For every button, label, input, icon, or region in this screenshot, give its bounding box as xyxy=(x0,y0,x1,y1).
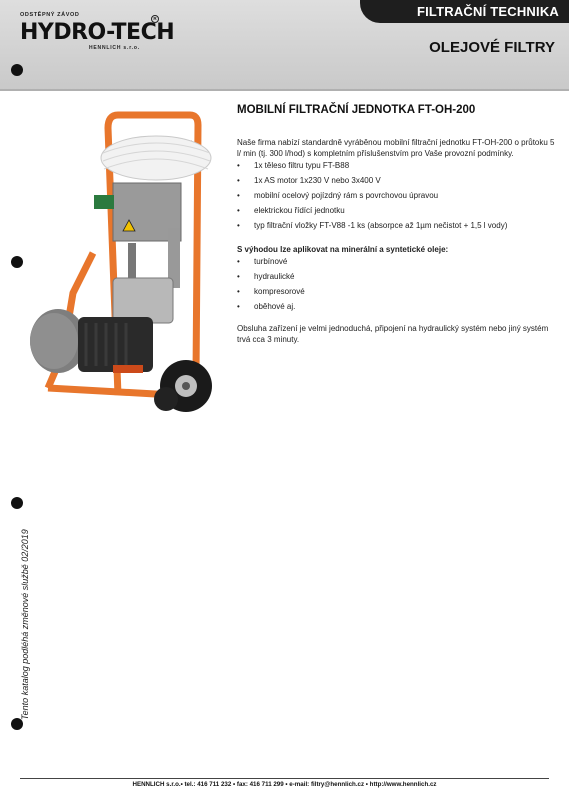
section-title: OLEJOVÉ FILTRY xyxy=(429,39,555,56)
product-title: MOBILNÍ FILTRAČNÍ JEDNOTKA FT-OH-200 xyxy=(237,104,476,116)
company-logo: HYDRO-TECH xyxy=(20,20,175,45)
oil-list xyxy=(237,256,555,312)
list-item: • oběhové aj. xyxy=(237,301,555,312)
category-tab-label: FILTRAČNÍ TECHNIKA xyxy=(416,4,559,19)
list-item: • turbínové xyxy=(237,256,555,267)
intro-paragraph: Naše firma nabízí standardně vyráběnou mobilní filtrační jednotku FT-OH-200 o průtoku 5 l/ min (tj. 300 l/hod) s kompletním příslušenstvím pro Vaše provozní podmínky. xyxy=(237,138,555,158)
list-item: • hydraulické xyxy=(237,271,555,282)
product-description xyxy=(237,137,555,345)
footer-divider xyxy=(20,778,549,779)
header-divider xyxy=(0,89,569,91)
logo-tagline: ODSTĚPNÝ ZÁVOD xyxy=(20,12,80,18)
catalog-note: Tento katalog podléhá změnové službě 02/2019 xyxy=(20,529,30,720)
binder-hole-icon xyxy=(11,497,23,509)
category-tab xyxy=(360,0,569,23)
binder-hole-icon xyxy=(11,64,23,76)
oils-heading: S výhodou lze aplikovat na minerální a syntetické oleje: xyxy=(237,245,449,254)
logo-subtitle: HENNLICH s.r.o. xyxy=(89,45,140,51)
registered-mark-icon: R xyxy=(151,15,159,23)
list-item: • kompresorové xyxy=(237,286,555,297)
feature-list xyxy=(237,160,555,231)
list-item: • 1x AS motor 1x230 V nebo 3x400 V xyxy=(237,175,555,186)
footer-contact: HENNLICH s.r.o.• tel.: 416 711 232 • fax: 416 711 299 • e-mail: filtry@hennlich.cz • http://www.hennlich.cz xyxy=(132,781,437,788)
product-image xyxy=(18,103,223,428)
list-item: • mobilní ocelový pojízdný rám s povrchovou úpravou xyxy=(237,190,555,201)
closing-paragraph: Obsluha zařízení je velmi jednoduchá, připojení na hydraulický systém nebo jiný systém trvá cca 3 minuty. xyxy=(237,324,549,344)
list-item: • elektrickou řídící jednotku xyxy=(237,205,555,216)
list-item: • typ filtrační vložky FT-V88 -1 ks (absorpce až 1µm nečistot + 1,5 l vody) xyxy=(237,220,555,231)
list-item: • 1x těleso filtru typu FT-B88 xyxy=(237,160,555,171)
